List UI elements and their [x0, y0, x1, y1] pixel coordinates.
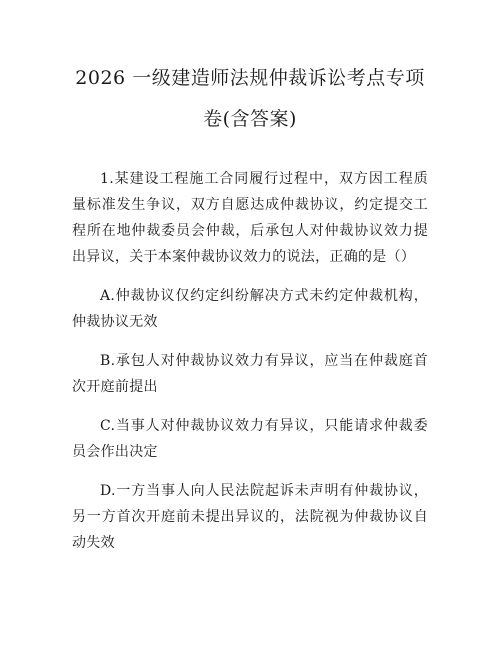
option-d: D.一方当事人向人民法院起诉未声明有仲裁协议，另一方首次开庭前未提出异议的，法院视为仲裁协议自动失效	[72, 483, 428, 551]
title-line-2: 卷(含答案)	[203, 108, 297, 130]
document-title	[72, 58, 428, 140]
option-a: A.仲裁协议仅约定纠纷解决方式未约定仲裁机构，仲裁协议无效	[72, 288, 428, 330]
question-stem: 1.某建设工程施工合同履行过程中，双方因工程质量标准发生争议，双方自愿达成仲裁协议，约定提交工程所在地仲裁委员会仲裁，后承包人对仲裁协议效力提出异议，关于本案仲裁协议效力的说法，正确的是（）	[72, 171, 428, 265]
option-b: B.承包人对仲裁协议效力有异议，应当在仲裁庭首次开庭前提出	[72, 353, 428, 395]
option-c: C.当事人对仲裁协议效力有异议，只能请求仲裁委员会作出决定	[72, 418, 428, 460]
title-line-1: 2026 一级建造师法规仲裁诉讼考点专项	[75, 67, 425, 89]
